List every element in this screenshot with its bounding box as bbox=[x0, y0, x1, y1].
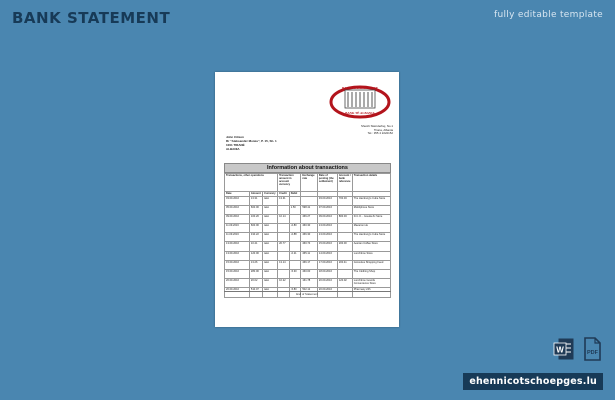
bank-statement-document bbox=[215, 72, 399, 327]
table-cell: 700.03 bbox=[337, 196, 352, 205]
table-cell: lekë bbox=[263, 205, 278, 214]
table-cell: 18.09.2016 bbox=[317, 270, 337, 279]
table-cell: Lunchtime Store bbox=[352, 251, 390, 260]
table-cell bbox=[278, 224, 290, 233]
table-cell: 13.09.2016 bbox=[225, 251, 250, 260]
table-cell: 14.09.2016 bbox=[317, 251, 337, 260]
table-cell: lekë bbox=[263, 251, 278, 260]
table-cell bbox=[301, 196, 318, 205]
table-cell: lekë bbox=[263, 270, 278, 279]
table-cell: 466.30 bbox=[301, 233, 318, 242]
table-cell: The Hamburg's Cube Store bbox=[352, 233, 390, 242]
table-cell: lekë bbox=[263, 224, 278, 233]
table-cell: 13.09.2016 bbox=[317, 224, 337, 233]
table-cell bbox=[278, 205, 290, 214]
table-cell: 13.09.2016 bbox=[317, 233, 337, 242]
table-cell: -0.21 bbox=[289, 251, 301, 260]
table-cell: 598.41 bbox=[301, 205, 318, 214]
table-cell: lekë bbox=[263, 196, 278, 205]
table-row bbox=[225, 224, 391, 233]
table-cell: The Hamburg's Cube Store bbox=[352, 196, 390, 205]
table-cell bbox=[337, 233, 352, 242]
page-title: BANK STATEMENT bbox=[12, 9, 171, 27]
table-cell: 11.09.2016 bbox=[225, 224, 250, 233]
customer-city: 1001 TIRANË bbox=[226, 143, 245, 148]
bank-address bbox=[335, 125, 393, 136]
table-cell bbox=[289, 196, 301, 205]
table-cell: 800.03 bbox=[337, 214, 352, 223]
table-cell: 161.78 bbox=[301, 279, 318, 288]
customer-name: John Citizen bbox=[226, 135, 244, 139]
table-cell: lekë bbox=[263, 242, 278, 251]
table-row bbox=[225, 251, 391, 260]
table-cell: 15.09.2016 bbox=[225, 270, 250, 279]
table-cell: -0.88 bbox=[289, 233, 301, 242]
table-cell: 1.50 bbox=[289, 205, 301, 214]
table-cell: 465.11 bbox=[301, 251, 318, 260]
table-cell: 11.09.2016 bbox=[225, 233, 250, 242]
table-cell bbox=[278, 233, 290, 242]
table-cell: lekë bbox=[263, 233, 278, 242]
group-header: Transaction amount in account currency bbox=[278, 174, 301, 192]
table-cell: Lunchtime Gourds Convenience Store bbox=[352, 279, 390, 288]
table-cell: 10.41 bbox=[249, 242, 262, 251]
table-cell: 15.09.2016 bbox=[225, 260, 250, 269]
table-cell: Aesrian Coffee Store bbox=[352, 242, 390, 251]
table-row bbox=[225, 233, 391, 242]
table-cell: 466.17 bbox=[301, 260, 318, 269]
table-cell: 03.09.2016 bbox=[225, 196, 250, 205]
bank-address-line: Sheshi Skënderbej, No.1 bbox=[361, 124, 393, 128]
customer-country: ALBANIA bbox=[226, 147, 240, 152]
table-cell: 20.77 bbox=[278, 242, 290, 251]
table-cell: Macaroni uk bbox=[352, 224, 390, 233]
table-cell: 100.20 bbox=[249, 214, 262, 223]
word-document-icon[interactable] bbox=[553, 337, 575, 361]
table-cell: 120.00 bbox=[249, 251, 262, 260]
table-cell bbox=[289, 279, 301, 288]
table-cell: 03.09.2016 bbox=[317, 196, 337, 205]
table-cell bbox=[337, 270, 352, 279]
table-cell: 15.09.2016 bbox=[317, 242, 337, 251]
bank-address-line: Tel.: 355 4 2222152 bbox=[367, 131, 393, 136]
table-cell: 20.09.2016 bbox=[225, 288, 250, 297]
logo-text-bottom: BANK TË ALBANIA bbox=[345, 111, 375, 115]
table-cell: 502.12 bbox=[301, 288, 318, 297]
table-cell: 200.41 bbox=[337, 260, 352, 269]
table-cell: 13.09.2016 bbox=[225, 242, 250, 251]
table-row bbox=[225, 205, 391, 214]
table-cell: -5.80 bbox=[289, 288, 301, 297]
table-cell: lekë bbox=[263, 214, 278, 223]
table-cell: 10.14 bbox=[278, 214, 290, 223]
table-cell: 13.14 bbox=[278, 260, 290, 269]
table-cell: 600.00 bbox=[249, 205, 262, 214]
group-header: Transaction details bbox=[352, 174, 390, 192]
table-cell: 120.02 bbox=[337, 279, 352, 288]
table-cell: 310.22 bbox=[249, 233, 262, 242]
column-header: Debit bbox=[289, 192, 301, 197]
end-of-statement: End of Statement bbox=[296, 292, 318, 296]
customer-street: Rr "Aleksandër Moisiu", P. 15, Sh. 1 bbox=[226, 139, 277, 144]
customer-address bbox=[226, 135, 277, 151]
table-cell: 05.09.2016 bbox=[225, 205, 250, 214]
svg-text:W: W bbox=[556, 345, 564, 355]
table-cell: 20.02 bbox=[249, 279, 262, 288]
table-cell: Groceries Shopping Feed bbox=[352, 260, 390, 269]
pdf-document-icon[interactable] bbox=[581, 337, 603, 361]
table-cell: 280.00 bbox=[249, 270, 262, 279]
table-cell: 13.26 bbox=[249, 260, 262, 269]
table-cell: 13.31 bbox=[278, 196, 290, 205]
table-cell: 17.09.2016 bbox=[317, 260, 337, 269]
table-cell bbox=[278, 270, 290, 279]
table-cell: 09.09.2016 bbox=[317, 214, 337, 223]
table-cell: 09.09.2016 bbox=[225, 214, 250, 223]
table-cell: lekë bbox=[263, 279, 278, 288]
table-cell: 07.09.2016 bbox=[317, 205, 337, 214]
table-row bbox=[225, 214, 391, 223]
table-cell: 20.09.2016 bbox=[317, 279, 337, 288]
table-cell: -5.30 bbox=[289, 270, 301, 279]
table-cell: Pharmacy 24h bbox=[352, 288, 390, 297]
bank-logo bbox=[329, 80, 391, 120]
table-row bbox=[225, 196, 391, 205]
svg-text:PDF: PDF bbox=[587, 350, 598, 356]
table-cell: -0.80 bbox=[289, 224, 301, 233]
logo-text-top: BANKA E KOMBËTARE bbox=[342, 86, 378, 90]
table-cell: D.C.O. - Gouda Zc Store bbox=[352, 214, 390, 223]
table-cell: 200.00 bbox=[337, 242, 352, 251]
group-header: Transactions, other operations bbox=[225, 174, 278, 192]
group-header: Exchange rate bbox=[301, 174, 318, 192]
download-icons bbox=[553, 337, 603, 361]
table-cell: The Clothing Shop bbox=[352, 270, 390, 279]
table-cell: Mobilphone Store bbox=[352, 205, 390, 214]
table-cell: lekë bbox=[263, 288, 278, 297]
table-row bbox=[225, 279, 391, 288]
column-header: Currency bbox=[263, 192, 278, 197]
column-header: Amount bbox=[250, 192, 261, 195]
table-cell: 460.30 bbox=[301, 224, 318, 233]
table-cell bbox=[337, 251, 352, 260]
table-cell: 460.74 bbox=[301, 242, 318, 251]
table-title: Information about transactions bbox=[224, 163, 391, 173]
website-badge[interactable]: ehennicotschoepges.lu bbox=[463, 373, 603, 390]
group-header: Date of posting (the settlement) bbox=[317, 174, 337, 192]
table-cell: lekë bbox=[263, 260, 278, 269]
column-header: Credit bbox=[278, 192, 290, 197]
table-cell bbox=[289, 260, 301, 269]
table-cell bbox=[289, 242, 301, 251]
column-header: Date bbox=[225, 192, 250, 197]
table-cell: 13.31 bbox=[249, 196, 262, 205]
table-cell bbox=[337, 205, 352, 214]
table-cell: 20.09.2016 bbox=[225, 279, 250, 288]
tagline: fully editable template bbox=[494, 10, 603, 20]
table-cell: 510.07 bbox=[249, 288, 262, 297]
group-header: Account / bank reference bbox=[337, 174, 352, 192]
table-cell bbox=[278, 251, 290, 260]
transactions-table bbox=[224, 163, 391, 298]
table-cell: 460.00 bbox=[301, 270, 318, 279]
table-cell: 600.00 bbox=[249, 224, 262, 233]
table-row bbox=[225, 242, 391, 251]
table-cell: 10.22 bbox=[278, 279, 290, 288]
table-row bbox=[225, 270, 391, 279]
table-cell bbox=[289, 214, 301, 223]
table-cell: 20.09.2016 bbox=[317, 288, 337, 297]
table-row bbox=[225, 260, 391, 269]
table-cell: 466.27 bbox=[301, 214, 318, 223]
table-cell bbox=[337, 224, 352, 233]
bank-address-line: Tirana, Albania bbox=[373, 127, 393, 132]
